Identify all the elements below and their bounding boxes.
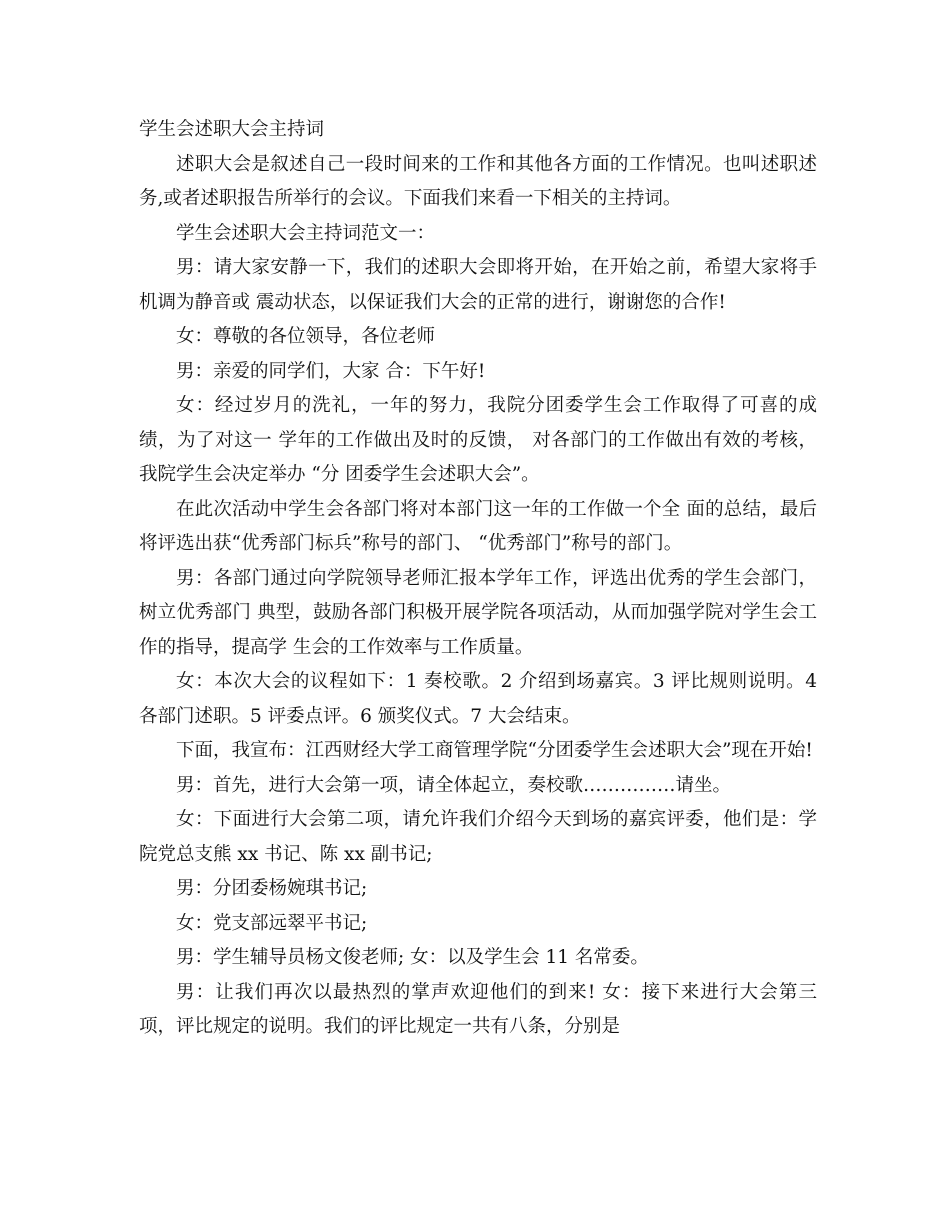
document-body (139, 113, 817, 1045)
paragraph: 女：本次大会的议程如下：1 奏校歌。2 介绍到场嘉宾。3 评比规则说明。4 各部门述职。5 评委点评。6 颁奖仪式。7 大会结束。 (139, 671, 817, 727)
paragraph: 男：各部门通过向学院领导老师汇报本学年工作，评选出优秀的学生会部门，树立优秀部门 典型，鼓励各部门积极开展学院各项活动，从而加强学院对学生会工作的指导，提高学 生会的工作效率与工作质量。 (139, 567, 817, 658)
paragraph: 男：亲爱的同学们，大家 合：下午好! (176, 360, 486, 382)
paragraph: 女：经过岁月的洗礼，一年的努力，我院分团委学生会工作取得了可喜的成绩，为了对这一 学年的工作做出及时的反馈， 对各部门的工作做出有效的考核， 我院学生会决定举办 “分 团委学生会述职大会”。 (139, 395, 817, 485)
paragraph: 男：请大家安静一下，我们的述职大会即将开始，在开始之前，希望大家将手机调为静音或 震动状态，以保证我们大会的正常的进行，谢谢您的合作! (139, 257, 817, 313)
paragraph: 下面，我宣布：江西财经大学工商管理学院“分团委学生会述职大会”现在开始! (176, 740, 813, 761)
paragraph: 述职大会是叙述自己一段时间来的工作和其他各方面的工作情况。也叫述职述务,或者述职报告所举行的会议。下面我们来看一下相关的主持词。 (139, 153, 817, 209)
paragraph: 女：下面进行大会第二项，请允许我们介绍今天到场的嘉宾评委，他们是：学院党总支熊 xx 书记、陈 xx 副书记; (139, 809, 817, 865)
paragraph: 男：让我们再次以最热烈的掌声欢迎他们的到来! 女：接下来进行大会第三项，评比规定的说明。我们的评比规定一共有八条，分别是 (139, 981, 817, 1037)
paragraph: 男：学生辅导员杨文俊老师; 女：以及学生会 11 名常委。 (176, 947, 649, 968)
paragraph: 女：党支部远翠平书记; (176, 912, 368, 934)
paragraph: 女：尊敬的各位领导，各位老师 (176, 326, 436, 347)
paragraph: 在此次活动中学生会各部门将对本部门这一年的工作做一个全 面的总结，最后将评选出获“优秀部门标兵”称号的部门、 “优秀部门”称号的部门。 (139, 498, 817, 554)
document-title: 学生会述职大会主持词 (139, 119, 325, 140)
paragraph: 学生会述职大会主持词范文一： (176, 222, 436, 244)
paragraph: 男：分团委杨婉琪书记; (176, 878, 368, 899)
paragraph: 男：首先，进行大会第一项，请全体起立，奏校歌……………请坐。 (176, 774, 732, 796)
